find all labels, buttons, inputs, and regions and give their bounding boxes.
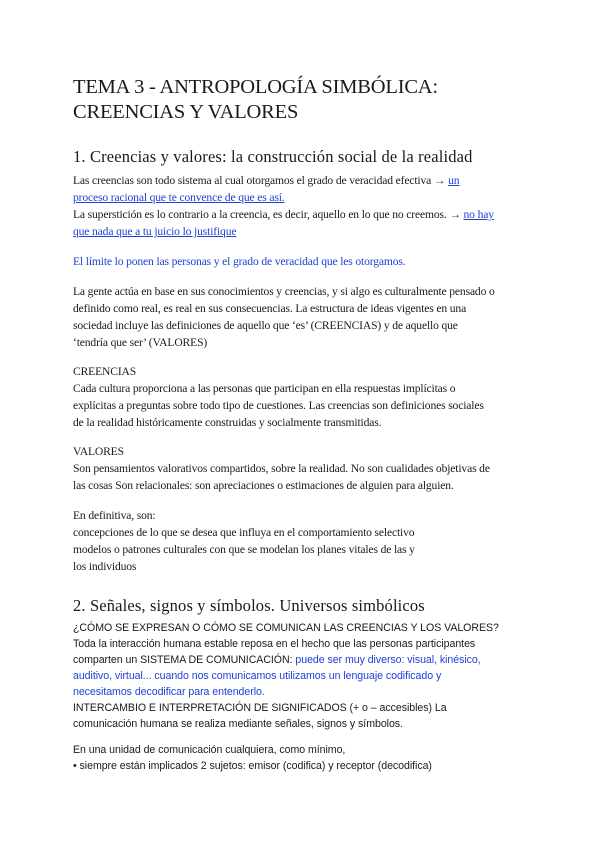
title-line-2: CREENCIAS Y VALORES [73,101,299,123]
creencias-line-3: de la realidad históricamente construidas y socialmente transmitidas. [73,416,382,429]
valores-heading: VALORES [73,445,124,458]
unidad-line-1: En una unidad de comunicación cualquiera, como mínimo, [73,744,346,756]
comunicacion-blue-3: necesitamos decodificar para entenderlo. [73,686,265,698]
limite-highlight: El límite lo ponen las personas y el grado de veracidad que les otorgamos. [73,255,406,268]
supersticion-link-part-2[interactable]: que nada que a tu juicio lo justifique [73,225,237,238]
section-1-heading: 1. Creencias y valores: la construcción social de la realidad [73,147,473,166]
creencias-heading: CREENCIAS [73,365,137,378]
valores-line-2: las cosas Son relacionales: son apreciaciones o estimaciones de alguien para alguien. [73,479,454,492]
realidad-line-2: definido como real, es real en sus consecuencias. La estructura de ideas vigentes en una [73,302,467,315]
supersticion-definition-text: La superstición es lo contrario a la creencia, es decir, aquello en lo que no creemos. → [73,208,464,221]
definitiva-line-2: modelos o patrones culturales con que se modelan los planes vitales de las y [73,543,415,556]
intercambio-line-1: INTERCAMBIO E INTERPRETACIÓN DE SIGNIFICADOS (+ o – accesibles) La [73,702,447,714]
valores-block [73,443,533,494]
comunicacion-line-1: Toda la interacción humana estable reposa en el hecho que las personas participantes [73,638,476,650]
unidad-paragraph [73,742,533,774]
creencias-definition [73,172,533,206]
intercambio-line-2: comunicación humana se realiza mediante señales, signos y símbolos. [73,718,403,730]
unidad-line-2: • siempre están implicados 2 sujetos: emisor (codifica) y receptor (decodifica) [73,760,432,772]
comunicacion-question: ¿CÓMO SE EXPRESAN O CÓMO SE COMUNICAN LAS CREENCIAS Y LOS VALORES? [73,622,499,634]
comunicacion-blue-1: puede ser muy diverso: visual, kinésico, [295,654,481,666]
supersticion-definition [73,206,533,240]
comunicacion-line-2: comparten un SISTEMA DE COMUNICACIÓN: [73,654,296,666]
document-title [73,75,533,125]
creencias-link-part-2[interactable]: proceso racional que te convence de que es así. [73,191,285,204]
valores-line-1: Son pensamientos valorativos compartidos, sobre la realidad. No son cualidades objetivas de [73,462,490,475]
comunicacion-paragraph [73,636,533,700]
definitiva-block [73,507,533,575]
realidad-line-4: ‘tendría que ser’ (VALORES) [73,336,208,349]
creencias-definition-text: Las creencias son todo sistema al cual otorgamos el grado de veracidad efectiva → [73,174,449,187]
section-2-heading: 2. Señales, signos y símbolos. Universos simbólicos [73,596,425,615]
creencias-link-part-1[interactable]: un [448,174,460,187]
comunicacion-blue-2: auditivo, virtual... cuando nos comunicamos utilizamos un lenguaje codificado y [73,670,442,682]
realidad-paragraph [73,283,533,351]
creencias-block [73,363,533,431]
creencias-line-1: Cada cultura proporciona a las personas que participan en ella respuestas implícitas o [73,382,456,395]
definitiva-line-3: los individuos [73,560,137,573]
intercambio-paragraph [73,700,533,732]
supersticion-link-part-1[interactable]: no hay [463,208,494,221]
definitiva-intro: En definitiva, son: [73,509,156,522]
definitiva-line-1: concepciones de lo que se desea que influya en el comportamiento selectivo [73,526,415,539]
title-line-1: TEMA 3 - ANTROPOLOGÍA SIMBÓLICA: [73,76,438,98]
realidad-line-3: sociedad incluye las definiciones de aquello que ‘es’ (CREENCIAS) y de aquello que [73,319,458,332]
realidad-line-1: La gente actúa en base en sus conocimientos y creencias, y si algo es culturalmente pensado o [73,285,495,298]
creencias-line-2: explícitas a preguntas sobre todo tipo de cuestiones. Las creencias son definiciones sociales [73,399,484,412]
